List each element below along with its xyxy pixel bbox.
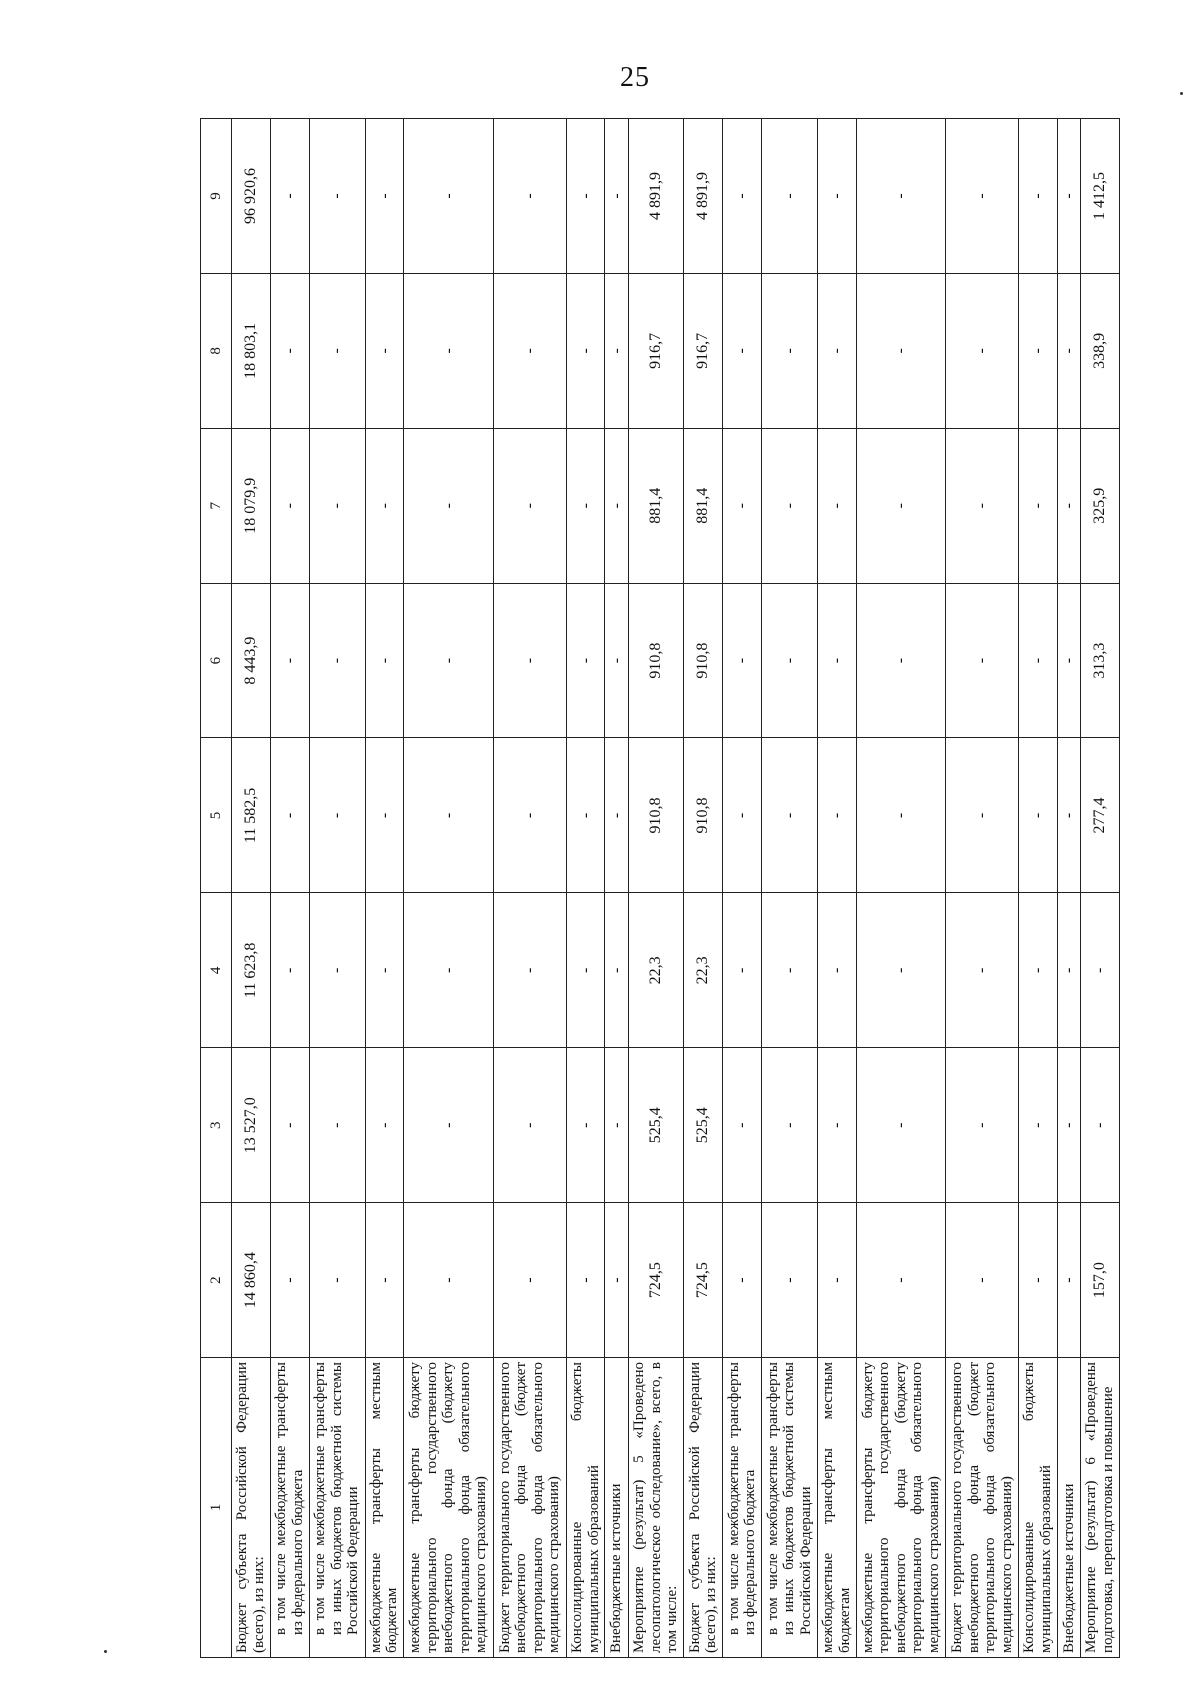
table-cell: 325,9 [1080,428,1119,583]
column-header: 6 [201,583,232,738]
table-cell: - [566,583,605,738]
table-cell: - [493,893,566,1048]
table-cell: - [856,1203,946,1358]
table-cell: - [493,119,566,274]
table-cell: 525,4 [684,1048,723,1203]
table-row [762,119,818,1658]
table-cell: - [270,428,309,583]
table-cell: 157,0 [1080,1203,1119,1358]
row-label: межбюджетные трансферты бюджету территориального государственного внебюджетного фонда (бюджету территориального фонда обязательного медицинского страхования) [404,1358,494,1658]
table-cell: - [566,738,605,893]
table-cell: - [605,893,628,1048]
row-label: межбюджетные трансферты бюджету территориального государственного внебюджетного фонда (бюджету территориального фонда обязательного медицинского страхования) [856,1358,946,1658]
table-cell: 338,9 [1080,273,1119,428]
column-header: 5 [201,738,232,893]
table-cell: - [856,893,946,1048]
budget-table [200,118,1120,1658]
table-cell: - [1018,1048,1057,1203]
table-cell: - [762,1203,818,1358]
table-cell: - [404,1048,494,1203]
table-cell: - [762,893,818,1048]
row-label: Бюджет территориального государственного внебюджетного фонда (бюджет территориального фонда обязательного медицинского страхования) [493,1358,566,1658]
scan-dot [104,1650,107,1653]
table-cell: - [404,893,494,1048]
table-cell: - [723,583,762,738]
row-label: в том числе межбюджетные трансферты из иных бюджетов бюджетной системы Российской Федерации [762,1358,818,1658]
table-row [856,119,946,1658]
table-cell: - [365,1048,404,1203]
table-cell: - [946,428,1019,583]
table-cell: - [856,738,946,893]
row-label: в том числе межбюджетные трансферты из федерального бюджета [270,1358,309,1658]
table-row [270,119,309,1658]
table-cell: - [1080,893,1119,1048]
table-cell: 4 891,9 [628,119,684,274]
table-cell: - [566,428,605,583]
table-cell: - [817,583,856,738]
table-cell: 8 443,9 [232,583,271,738]
table-cell: - [493,273,566,428]
table-cell: - [1080,1048,1119,1203]
table-cell: - [723,893,762,1048]
table-cell: - [493,583,566,738]
table-cell: 22,3 [628,893,684,1048]
table-cell: - [270,273,309,428]
table-cell: - [856,1048,946,1203]
table-cell: - [270,1048,309,1203]
table-cell: - [365,273,404,428]
table-cell: - [946,1048,1019,1203]
row-label: Внебюджетные источники [1057,1358,1080,1658]
table-row [628,119,684,1658]
row-label: Бюджет субъекта Российской Федерации (всего), из них: [232,1358,271,1658]
table-row [566,119,605,1658]
table-cell: - [270,738,309,893]
table-cell: - [762,119,818,274]
row-label: Бюджет субъекта Российской Федерации (всего), из них: [684,1358,723,1658]
table-cell: 18 079,9 [232,428,271,583]
table-cell: - [605,273,628,428]
table-cell: 916,7 [628,273,684,428]
table-cell: 910,8 [684,738,723,893]
page-number: 25 [620,62,650,93]
table-cell: - [1018,893,1057,1048]
table-cell: - [946,1203,1019,1358]
table-cell: - [404,583,494,738]
table-cell: - [817,119,856,274]
table-cell: - [817,1203,856,1358]
header-row [201,119,232,1658]
table-cell: - [404,119,494,274]
row-label: в том числе межбюджетные трансферты из федерального бюджета [723,1358,762,1658]
table-cell: 910,8 [628,738,684,893]
table-cell: - [309,119,365,274]
row-label: межбюджетные трансферты местным бюджетам [817,1358,856,1658]
table-row [817,119,856,1658]
table-cell: - [404,273,494,428]
table-cell: - [605,1203,628,1358]
table-cell: - [566,119,605,274]
table-row [946,119,1019,1658]
table-cell: 916,7 [684,273,723,428]
table-cell: - [946,893,1019,1048]
table-cell: - [365,738,404,893]
table-row [1057,119,1080,1658]
table-cell: 313,3 [1080,583,1119,738]
table-cell: - [365,893,404,1048]
table-cell: - [946,583,1019,738]
table-row [1018,119,1057,1658]
table-cell: - [605,583,628,738]
table-row [404,119,494,1658]
table-cell: - [1018,119,1057,274]
table-cell: - [365,583,404,738]
table-row [309,119,365,1658]
table-cell: - [1057,583,1080,738]
table-cell: 277,4 [1080,738,1119,893]
table-cell: - [817,1048,856,1203]
table-cell: - [309,1203,365,1358]
table-cell: 11 582,5 [232,738,271,893]
table-cell: - [365,1203,404,1358]
table-cell: 18 803,1 [232,273,271,428]
table-cell: - [365,428,404,583]
table-row [723,119,762,1658]
table-cell: - [856,428,946,583]
budget-table-rotated [200,118,1120,1658]
table-cell: - [723,428,762,583]
row-label: межбюджетные трансферты местным бюджетам [365,1358,404,1658]
table-cell: - [723,273,762,428]
table-cell: - [1057,1048,1080,1203]
table-cell: 724,5 [628,1203,684,1358]
table-cell: - [762,583,818,738]
table-row [232,119,271,1658]
table-cell: - [404,1203,494,1358]
column-header: 8 [201,273,232,428]
table-cell: - [762,273,818,428]
table-cell: - [817,738,856,893]
table-cell: 13 527,0 [232,1048,271,1203]
table-cell: - [856,583,946,738]
column-header: 2 [201,1203,232,1358]
row-label: Консолидированные бюджеты муниципальных образований [566,1358,605,1658]
table-cell: - [1018,428,1057,583]
table-cell: - [1018,273,1057,428]
table-cell: - [605,1048,628,1203]
table-cell: - [1057,1203,1080,1358]
table-cell: - [566,893,605,1048]
table-cell: - [270,893,309,1048]
table-cell: - [946,119,1019,274]
table-cell: - [1018,738,1057,893]
table-cell: - [493,738,566,893]
table-cell: - [1018,583,1057,738]
table-cell: - [270,119,309,274]
table-cell: - [856,273,946,428]
table-cell: - [605,428,628,583]
table-cell: - [762,1048,818,1203]
row-label: Мероприятие (результат) 5 «Проведено лесопатологическое обследование», всего, в том числе: [628,1358,684,1658]
table-cell: - [762,428,818,583]
row-label: Внебюджетные источники [605,1358,628,1658]
table-body [232,119,1120,1658]
table-cell: 910,8 [628,583,684,738]
table-cell: - [817,273,856,428]
table-cell: - [762,738,818,893]
column-header: 7 [201,428,232,583]
table-cell: - [493,1048,566,1203]
table-cell: - [365,119,404,274]
table-cell: 881,4 [684,428,723,583]
table-cell: - [309,583,365,738]
table-cell: - [817,428,856,583]
table-cell: - [309,428,365,583]
row-label: Консолидированные бюджеты муниципальных образований [1018,1358,1057,1658]
table-cell: - [723,1203,762,1358]
table-cell: - [566,1203,605,1358]
table-cell: - [566,1048,605,1203]
column-header: 3 [201,1048,232,1203]
table-cell: - [723,738,762,893]
table-cell: - [1057,273,1080,428]
scan-dot [1180,92,1183,95]
table-cell: - [493,428,566,583]
table-cell: - [404,428,494,583]
row-label: в том числе межбюджетные трансферты из иных бюджетов бюджетной системы Российской Федерации [309,1358,365,1658]
table-cell: - [723,119,762,274]
table-cell: - [566,273,605,428]
row-label: Бюджет территориального государственного внебюджетного фонда (бюджет территориального фонда обязательного медицинского страхования) [946,1358,1019,1658]
row-label: Мероприятие (результат) 6 «Проведены подготовка, переподготовка и повышение [1080,1358,1119,1658]
table-cell: - [309,738,365,893]
table-row [365,119,404,1658]
table-cell: - [404,738,494,893]
table-cell: 14 860,4 [232,1203,271,1358]
table-cell: - [946,273,1019,428]
table-cell: - [309,1048,365,1203]
table-cell: - [605,119,628,274]
table-cell: - [1057,428,1080,583]
table-cell: 11 623,8 [232,893,271,1048]
table-cell: - [817,893,856,1048]
table-cell: 22,3 [684,893,723,1048]
table-cell: - [1018,1203,1057,1358]
table-cell: - [309,273,365,428]
table-cell: - [270,583,309,738]
table-cell: 96 920,6 [232,119,271,274]
table-cell: - [493,1203,566,1358]
table-cell: 881,4 [628,428,684,583]
table-cell: - [270,1203,309,1358]
table-row [493,119,566,1658]
table-cell: - [723,1048,762,1203]
column-header: 9 [201,119,232,274]
table-cell: - [309,893,365,1048]
table-row [605,119,628,1658]
table-cell: - [946,738,1019,893]
table-cell: 4 891,9 [684,119,723,274]
table-cell: - [856,119,946,274]
table-cell: 724,5 [684,1203,723,1358]
table-cell: - [1057,738,1080,893]
column-header: 1 [201,1358,232,1658]
table-cell: 910,8 [684,583,723,738]
table-cell: - [1057,119,1080,274]
table-cell: 525,4 [628,1048,684,1203]
table-cell: - [605,738,628,893]
column-header: 4 [201,893,232,1048]
table-row [1080,119,1119,1658]
table-cell: - [1057,893,1080,1048]
table-row [684,119,723,1658]
table-cell: 1 412,5 [1080,119,1119,274]
